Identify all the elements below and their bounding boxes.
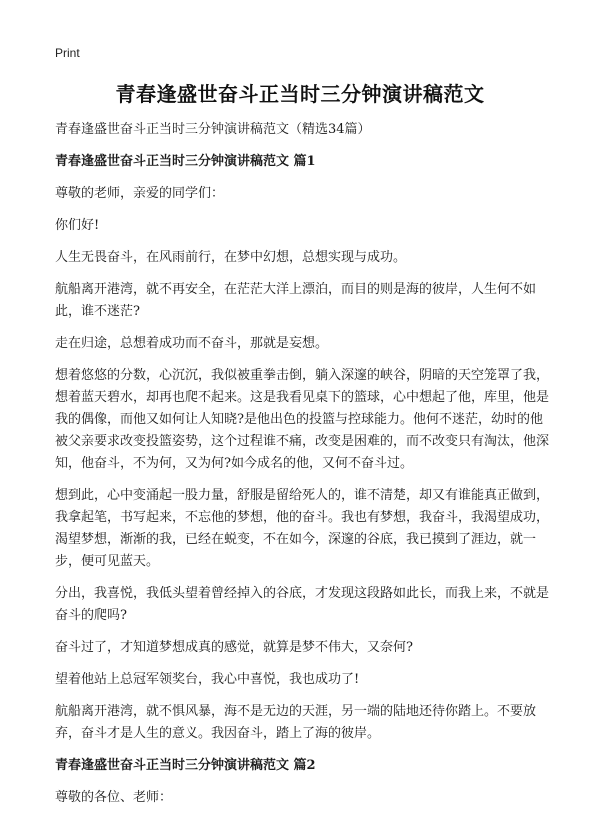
paragraph: 尊敬的各位、老师： — [55, 790, 173, 805]
paragraph: 想到此，心中变涌起一股力量，舒服是留给死人的，谁不清楚，却又有谁能真正做到，我拿起笔，书写起来，不忘他的梦想，他的奋斗。我也有梦想，我奋斗，我渴望成功，渴望梦想，渐渐的我，已经在蜕变，不在如今，深邃的谷底，我已摸到了涯边，就一步，便可见蓝天。 — [55, 488, 550, 569]
section-heading: 青春逢盛世奋斗正当时三分钟演讲稿范文 篇2 — [55, 758, 316, 773]
paragraph: 想着悠悠的分数，心沉沉，我似被重拳击倒，躺入深邃的峡谷，阴暗的天空笼罩了我，想着蓝天碧水，却再也爬不起来。这是我看见桌下的篮球，心中想起了他，库里，他是我的偶像，而他又如何让人知晓?是他出色的投篮与控球能力。他何不迷茫，幼时的他被父亲要求改变投篮姿势，这个过程谁不痛，改变是困难的，而不改变只有淘汰，他深知，他奋斗，不为何，又为何?如今成名的他，又何不奋斗过。 — [55, 368, 550, 471]
paragraph: 人生无畏奋斗，在风雨前行，在梦中幻想，总想实现与成功。 — [55, 250, 407, 265]
document-body — [55, 119, 551, 819]
page-title: 青春逢盛世奋斗正当时三分钟演讲稿范文 — [115, 82, 485, 106]
paragraph: 尊敬的老师，亲爱的同学们： — [55, 186, 225, 201]
paragraph: 分出，我喜悦，我低头望着曾经掉入的谷底，才发现这段路如此长，而我上来，不就是奋斗的爬吗? — [55, 586, 550, 623]
paragraph: 航船离开港湾，就不惧风暴，海不是无边的天涯，另一端的陆地还待你踏上。不要放弃，奋斗才是人生的意义。我因奋斗，踏上了海的彼岸。 — [55, 704, 537, 741]
print-link[interactable]: Print — [55, 46, 80, 60]
paragraph: 走在归途，总想着成功而不奋斗，那就是妄想。 — [55, 336, 329, 351]
paragraph: 望着他站上总冠军领奖台，我心中喜悦，我也成功了! — [55, 672, 360, 687]
paragraph: 奋斗过了，才知道梦想成真的感觉，就算是梦不伟大，又奈何? — [55, 640, 413, 655]
document-subtitle: 青春逢盛世奋斗正当时三分钟演讲稿范文（精选34篇） — [55, 122, 371, 137]
section-heading: 青春逢盛世奋斗正当时三分钟演讲稿范文 篇1 — [55, 154, 316, 169]
paragraph: 航船离开港湾，就不再安全，在茫茫大洋上漂泊，而目的则是海的彼岸，人生何不如此，谁不迷茫? — [55, 282, 537, 319]
paragraph: 你们好! — [55, 218, 100, 233]
